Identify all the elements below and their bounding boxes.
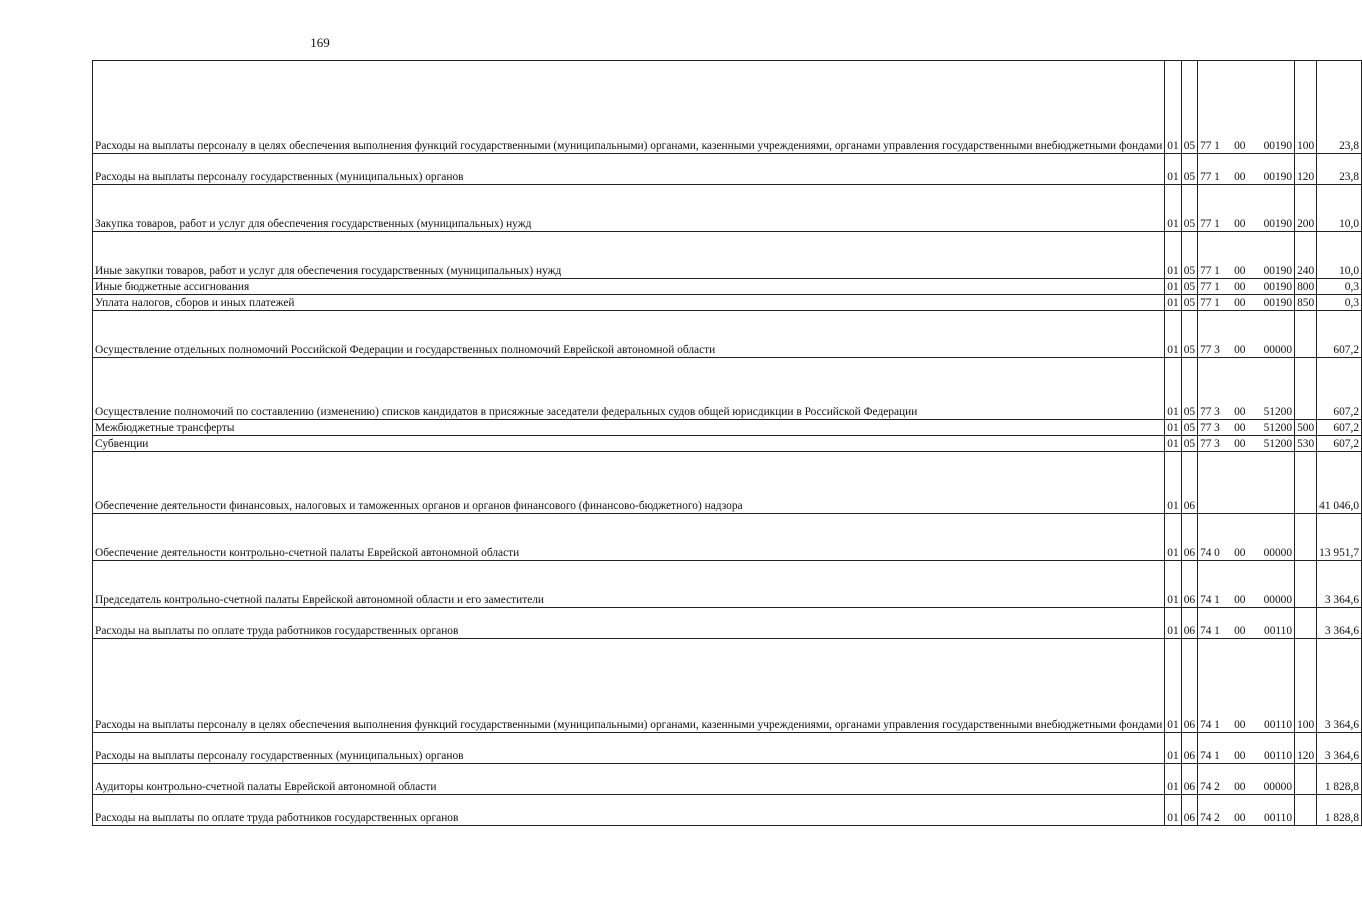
subsection-code: 05 [1181, 154, 1197, 185]
table-row [93, 311, 1362, 358]
amount: 3 364,6 [1317, 733, 1362, 764]
target-article-code [1198, 795, 1295, 826]
expense-code: 00190 [1263, 265, 1293, 277]
amount: 13 951,7 [1317, 514, 1362, 561]
amount: 0,3 [1317, 279, 1362, 295]
expense-code: 00110 [1264, 625, 1293, 637]
program-code: 74 [1200, 812, 1212, 824]
item-name: Осуществление полномочий по составлению (изменению) списков кандидатов в присяжные заседатели федеральных судов общей юрисдикции в Российской Федерации [93, 358, 1165, 420]
amount: 41 046,0 [1317, 452, 1362, 514]
expense-code: 00000 [1263, 547, 1293, 559]
subprogram-code: 1 [1214, 625, 1220, 637]
program-code: 77 [1200, 218, 1212, 230]
program-code: 74 [1200, 781, 1212, 793]
section-code: 01 [1165, 154, 1181, 185]
table-row [93, 358, 1362, 420]
direction-code: 00 [1234, 625, 1246, 637]
expense-code: 00190 [1263, 218, 1293, 230]
table-row [93, 733, 1362, 764]
subsection-code: 06 [1181, 639, 1197, 733]
expense-type-code [1295, 358, 1317, 420]
program-code: 77 [1200, 438, 1212, 450]
budget-table [92, 60, 1362, 826]
program-code: 74 [1200, 547, 1212, 559]
expense-type-code [1295, 764, 1317, 795]
section-code: 01 [1165, 795, 1181, 826]
subsection-code: 06 [1181, 514, 1197, 561]
expense-type-code: 120 [1295, 154, 1317, 185]
expense-type-code: 100 [1295, 61, 1317, 154]
table-row [93, 608, 1362, 639]
subprogram-code: 1 [1214, 297, 1220, 309]
amount: 607,2 [1317, 436, 1362, 452]
item-name: Закупка товаров, работ и услуг для обеспечения государственных (муниципальных) нужд [93, 185, 1165, 232]
subsection-code: 05 [1181, 358, 1197, 420]
item-name: Расходы на выплаты по оплате труда работников государственных органов [93, 608, 1165, 639]
expense-type-code [1295, 561, 1317, 608]
subprogram-code: 3 [1214, 438, 1220, 450]
page-number: 169 [310, 35, 330, 50]
program-code: 77 [1200, 140, 1212, 152]
target-article-code [1198, 311, 1295, 358]
item-name: Расходы на выплаты по оплате труда работников государственных органов [93, 795, 1165, 826]
expense-code: 00190 [1263, 171, 1293, 183]
program-code: 77 [1200, 281, 1212, 293]
target-article-code [1198, 639, 1295, 733]
section-code: 01 [1165, 358, 1181, 420]
amount: 0,3 [1317, 295, 1362, 311]
direction-code: 00 [1234, 406, 1246, 418]
expense-code: 00110 [1264, 719, 1293, 731]
amount: 607,2 [1317, 420, 1362, 436]
program-code: 77 [1200, 171, 1212, 183]
item-name: Аудиторы контрольно-счетной палаты Еврейской автономной области [93, 764, 1165, 795]
item-name: Обеспечение деятельности контрольно-счетной палаты Еврейской автономной области [93, 514, 1165, 561]
target-article-code [1198, 514, 1295, 561]
target-article-code [1198, 358, 1295, 420]
direction-code: 00 [1234, 297, 1246, 309]
table-row [93, 436, 1362, 452]
subprogram-code: 1 [1214, 719, 1220, 731]
table-row [93, 639, 1362, 733]
amount: 3 364,6 [1317, 608, 1362, 639]
expense-code: 51200 [1263, 438, 1293, 450]
expense-code: 00110 [1264, 812, 1293, 824]
item-name: Уплата налогов, сборов и иных платежей [93, 295, 1165, 311]
expense-code: 51200 [1263, 422, 1293, 434]
table-row [93, 185, 1362, 232]
section-code: 01 [1165, 311, 1181, 358]
section-code: 01 [1165, 514, 1181, 561]
subsection-code: 06 [1181, 733, 1197, 764]
direction-code: 00 [1234, 171, 1246, 183]
expense-type-code: 200 [1295, 185, 1317, 232]
amount: 1 828,8 [1317, 795, 1362, 826]
direction-code: 00 [1234, 281, 1246, 293]
expense-type-code [1295, 608, 1317, 639]
expense-type-code [1295, 795, 1317, 826]
amount: 607,2 [1317, 358, 1362, 420]
target-article-code [1198, 764, 1295, 795]
target-article-code [1198, 232, 1295, 279]
direction-code: 00 [1234, 265, 1246, 277]
subprogram-code: 1 [1214, 594, 1220, 606]
table-row [93, 514, 1362, 561]
amount: 23,8 [1317, 154, 1362, 185]
subprogram-code: 3 [1214, 344, 1220, 356]
target-article-code [1198, 61, 1295, 154]
expense-code: 00190 [1263, 140, 1293, 152]
section-code: 01 [1165, 452, 1181, 514]
table-row [93, 61, 1362, 154]
table-row [93, 561, 1362, 608]
expense-type-code [1295, 452, 1317, 514]
expense-type-code: 240 [1295, 232, 1317, 279]
subprogram-code: 1 [1214, 171, 1220, 183]
subprogram-code: 1 [1214, 218, 1220, 230]
direction-code: 00 [1234, 547, 1246, 559]
subprogram-code: 1 [1214, 750, 1220, 762]
program-code: 77 [1200, 422, 1212, 434]
expense-type-code: 120 [1295, 733, 1317, 764]
target-article-code [1198, 436, 1295, 452]
amount: 10,0 [1317, 185, 1362, 232]
section-code: 01 [1165, 639, 1181, 733]
expense-type-code: 800 [1295, 279, 1317, 295]
amount: 10,0 [1317, 232, 1362, 279]
amount: 23,8 [1317, 61, 1362, 154]
amount: 3 364,6 [1317, 561, 1362, 608]
program-code: 74 [1200, 750, 1212, 762]
direction-code: 00 [1234, 719, 1246, 731]
subsection-code: 05 [1181, 420, 1197, 436]
target-article-code [1198, 295, 1295, 311]
expense-type-code [1295, 514, 1317, 561]
section-code: 01 [1165, 185, 1181, 232]
direction-code: 00 [1234, 594, 1246, 606]
amount: 607,2 [1317, 311, 1362, 358]
subsection-code: 05 [1181, 185, 1197, 232]
section-code: 01 [1165, 295, 1181, 311]
item-name: Иные бюджетные ассигнования [93, 279, 1165, 295]
section-code: 01 [1165, 561, 1181, 608]
subsection-code: 05 [1181, 232, 1197, 279]
subprogram-code: 3 [1214, 422, 1220, 434]
subsection-code: 06 [1181, 452, 1197, 514]
subprogram-code: 1 [1214, 265, 1220, 277]
subsection-code: 05 [1181, 279, 1197, 295]
table-row [93, 452, 1362, 514]
expense-code: 00000 [1263, 344, 1293, 356]
expense-code: 00110 [1264, 750, 1293, 762]
section-code: 01 [1165, 608, 1181, 639]
expense-type-code: 500 [1295, 420, 1317, 436]
subsection-code: 05 [1181, 295, 1197, 311]
program-code: 77 [1200, 344, 1212, 356]
direction-code: 00 [1234, 781, 1246, 793]
item-name: Расходы на выплаты персоналу государственных (муниципальных) органов [93, 733, 1165, 764]
expense-code: 00000 [1263, 781, 1293, 793]
budget-table-body [93, 61, 1362, 826]
target-article-code [1198, 733, 1295, 764]
target-article-code [1198, 185, 1295, 232]
subprogram-code: 1 [1214, 140, 1220, 152]
item-name: Иные закупки товаров, работ и услуг для обеспечения государственных (муниципальных) нужд [93, 232, 1165, 279]
expense-code: 00000 [1263, 594, 1293, 606]
program-code: 77 [1200, 406, 1212, 418]
program-code: 74 [1200, 625, 1212, 637]
target-article-code [1198, 561, 1295, 608]
program-code: 74 [1200, 594, 1212, 606]
program-code: 77 [1200, 297, 1212, 309]
program-code: 74 [1200, 719, 1212, 731]
target-article-code [1198, 154, 1295, 185]
subprogram-code: 2 [1214, 812, 1220, 824]
direction-code: 00 [1234, 438, 1246, 450]
subsection-code: 06 [1181, 795, 1197, 826]
table-row [93, 279, 1362, 295]
table-row [93, 295, 1362, 311]
direction-code: 00 [1234, 812, 1246, 824]
item-name: Расходы на выплаты персоналу в целях обеспечения выполнения функций государственными (муниципальными) органами, казенными учреждениями, органами управления государственными внебюджетными фондами [93, 61, 1165, 154]
section-code: 01 [1165, 61, 1181, 154]
section-code: 01 [1165, 733, 1181, 764]
direction-code: 00 [1234, 422, 1246, 434]
direction-code: 00 [1234, 750, 1246, 762]
item-name: Обеспечение деятельности финансовых, налоговых и таможенных органов и органов финансового (финансово-бюджетного) надзора [93, 452, 1165, 514]
expense-type-code: 850 [1295, 295, 1317, 311]
expense-type-code: 530 [1295, 436, 1317, 452]
subsection-code: 05 [1181, 61, 1197, 154]
target-article-code [1198, 279, 1295, 295]
item-name: Субвенции [93, 436, 1165, 452]
table-row [93, 420, 1362, 436]
target-article-code [1198, 608, 1295, 639]
table-row [93, 154, 1362, 185]
expense-code: 00190 [1263, 281, 1293, 293]
direction-code: 00 [1234, 140, 1246, 152]
subprogram-code: 2 [1214, 781, 1220, 793]
target-article-code [1198, 452, 1295, 514]
subsection-code: 06 [1181, 608, 1197, 639]
direction-code: 00 [1234, 218, 1246, 230]
expense-code: 00190 [1263, 297, 1293, 309]
table-row [93, 764, 1362, 795]
item-name: Осуществление отдельных полномочий Российской Федерации и государственных полномочий Еврейской автономной области [93, 311, 1165, 358]
direction-code: 00 [1234, 344, 1246, 356]
subsection-code: 06 [1181, 764, 1197, 795]
expense-type-code [1295, 311, 1317, 358]
section-code: 01 [1165, 232, 1181, 279]
section-code: 01 [1165, 764, 1181, 795]
expense-code: 51200 [1263, 406, 1293, 418]
target-article-code [1198, 420, 1295, 436]
section-code: 01 [1165, 279, 1181, 295]
subprogram-code: 3 [1214, 406, 1220, 418]
subprogram-code: 1 [1214, 281, 1220, 293]
section-code: 01 [1165, 436, 1181, 452]
expense-type-code: 100 [1295, 639, 1317, 733]
table-row [93, 232, 1362, 279]
item-name: Расходы на выплаты персоналу в целях обеспечения выполнения функций государственными (муниципальными) органами, казенными учреждениями, органами управления государственными внебюджетными фондами [93, 639, 1165, 733]
item-name: Председатель контрольно-счетной палаты Еврейской автономной области и его заместители [93, 561, 1165, 608]
table-row [93, 795, 1362, 826]
amount: 1 828,8 [1317, 764, 1362, 795]
item-name: Расходы на выплаты персоналу государственных (муниципальных) органов [93, 154, 1165, 185]
item-name: Межбюджетные трансферты [93, 420, 1165, 436]
section-code: 01 [1165, 420, 1181, 436]
subsection-code: 06 [1181, 561, 1197, 608]
subsection-code: 05 [1181, 436, 1197, 452]
program-code: 77 [1200, 265, 1212, 277]
subsection-code: 05 [1181, 311, 1197, 358]
subprogram-code: 0 [1214, 547, 1220, 559]
amount: 3 364,6 [1317, 639, 1362, 733]
